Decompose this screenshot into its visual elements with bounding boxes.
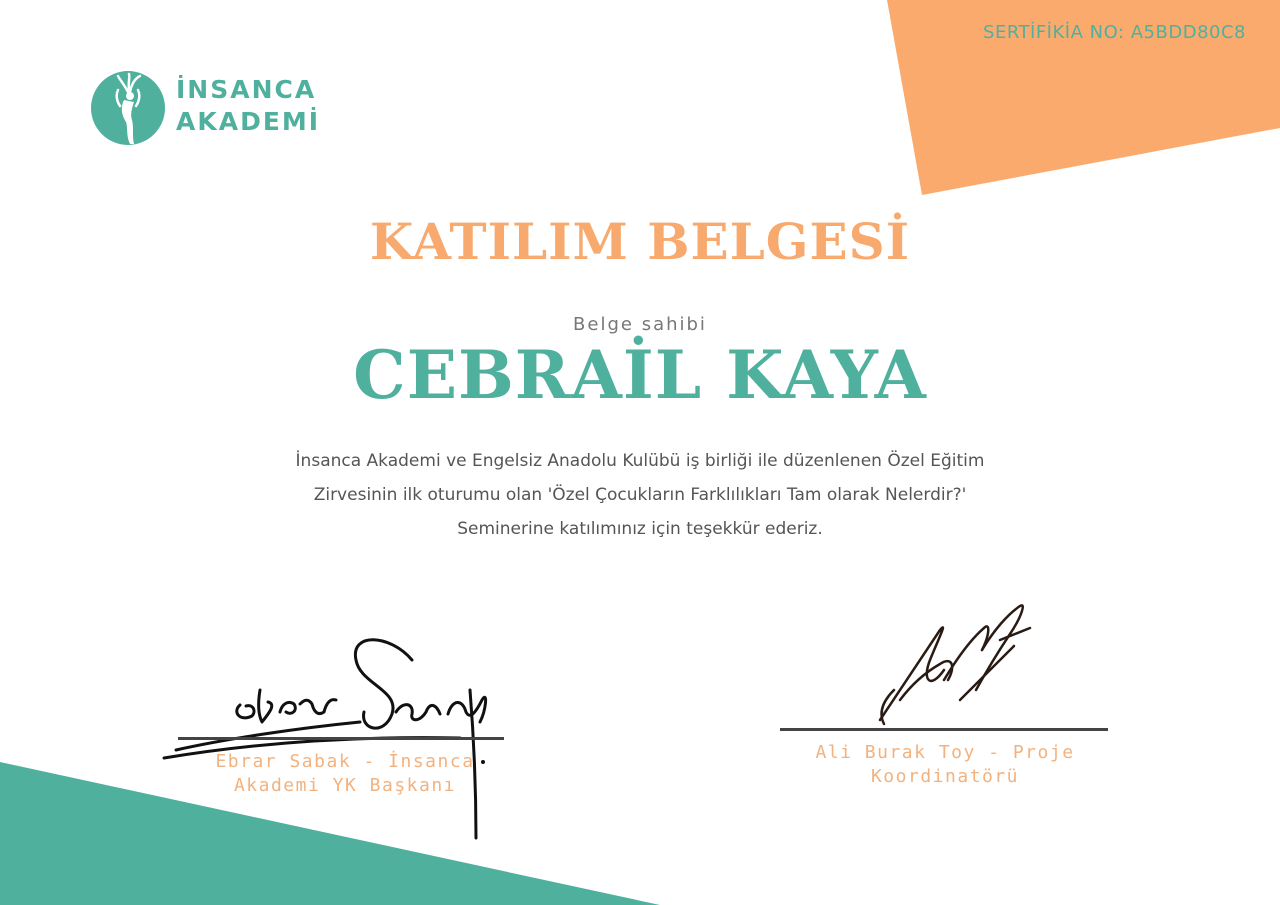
signature-2-title: Koordinatörü	[870, 766, 1020, 787]
signature-caption-2	[800, 741, 1090, 789]
signature-line-2	[780, 728, 1108, 731]
signature-2-name: Ali Burak Toy - Proje	[815, 742, 1075, 763]
logo-line-1: İNSANCA	[176, 75, 317, 104]
certificate-title: KATILIM BELGESİ	[369, 212, 911, 271]
body-line-1: İnsanca Akademi ve Engelsiz Anadolu Kulübü iş birliği ile düzenlenen Özel Eğitim	[295, 451, 985, 471]
holder-name: CEBRAİL KAYA	[353, 336, 927, 414]
signature-1-title: Akademi YK Başkanı	[233, 775, 457, 796]
holder-label: Belge sahibi	[573, 314, 707, 335]
signature-1-name: Ebrar Sabak - İnsanca	[215, 751, 475, 772]
body-line-2: Zirvesinin ilk oturumu olan 'Özel Çocukların Farklılıkları Tam olarak Nelerdir?'	[313, 485, 967, 505]
body-line-3: Seminerine katılımınız için teşekkür ederiz.	[457, 519, 823, 539]
certificate-number: SERTİFİKİA NO: A5BDD80C8	[983, 22, 1246, 43]
logo-line-2: AKADEMİ	[176, 107, 321, 136]
